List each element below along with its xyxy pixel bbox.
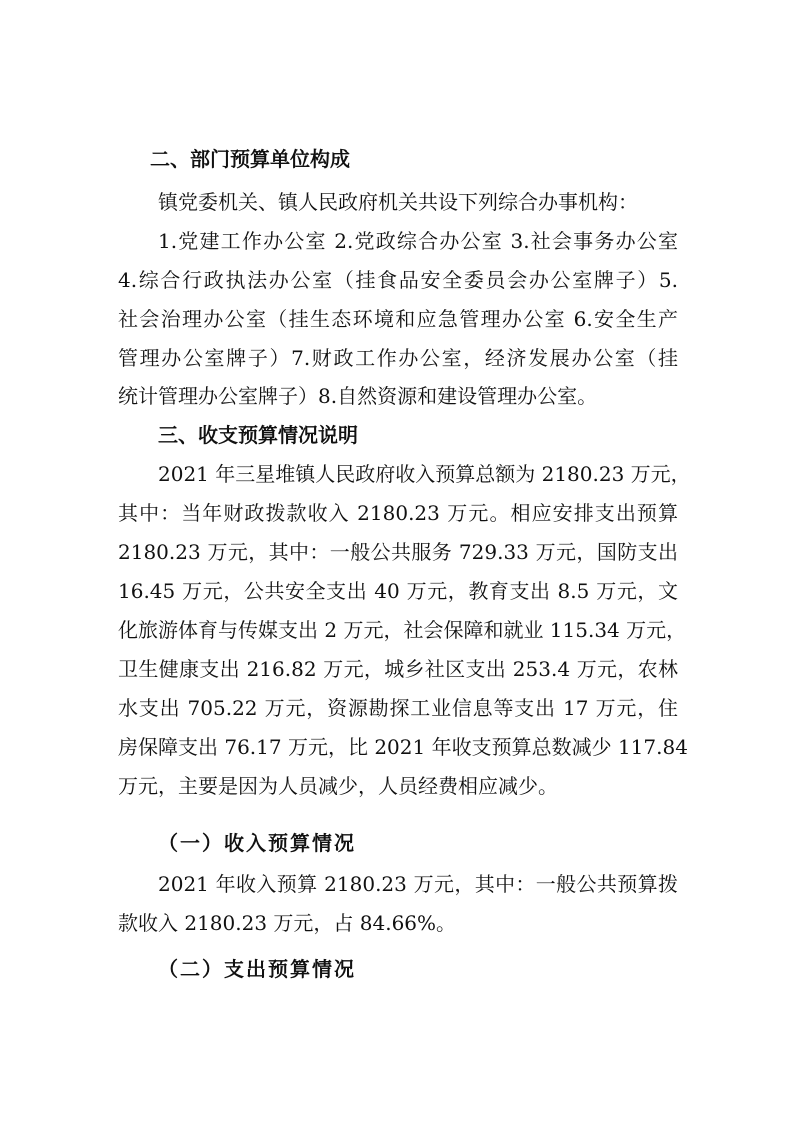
paragraph-line: 房保障支出 76.17 万元，比 2021 年收支预算总数减少 117.84 bbox=[118, 735, 688, 759]
subsection-heading: （一）收入预算情况 bbox=[158, 831, 356, 855]
subsection-heading: （二）支出预算情况 bbox=[158, 957, 356, 981]
paragraph-line: 社会治理办公室（挂生态环境和应急管理办公室 6.安全生产 bbox=[118, 307, 678, 331]
paragraph-line: 水支出 705.22 万元，资源勘探工业信息等支出 17 万元，住 bbox=[118, 696, 678, 720]
paragraph-line: 化旅游体育与传媒支出 2 万元，社会保障和就业 115.34 万元， bbox=[118, 618, 687, 642]
paragraph-line: 2180.23 万元，其中：一般公共服务 729.33 万元，国防支出 bbox=[118, 540, 678, 564]
section-heading: 三、收支预算情况说明 bbox=[158, 423, 358, 447]
paragraph-line: 统计管理办公室牌子）8.自然资源和建设管理办公室。 bbox=[118, 384, 598, 408]
paragraph-line: 16.45 万元，公共安全支出 40 万元，教育支出 8.5 万元，文 bbox=[118, 579, 678, 603]
paragraph-line: 款收入 2180.23 万元，占 84.66%。 bbox=[118, 911, 457, 935]
paragraph-line: 1.党建工作办公室 2.党政综合办公室 3.社会事务办公室 bbox=[158, 229, 678, 253]
section-heading: 二、部门预算单位构成 bbox=[150, 147, 350, 171]
paragraph-line: 4.综合行政执法办公室（挂食品安全委员会办公室牌子）5. bbox=[118, 268, 678, 292]
paragraph-line: 2021 年三星堆镇人民政府收入预算总额为 2180.23 万元， bbox=[158, 462, 691, 486]
paragraph-line: 管理办公室牌子）7.财政工作办公室，经济发展办公室（挂 bbox=[118, 346, 678, 370]
paragraph-line: 其中：当年财政拨款收入 2180.23 万元。相应安排支出预算 bbox=[118, 501, 678, 525]
paragraph-line: 卫生健康支出 216.82 万元，城乡社区支出 253.4 万元，农林 bbox=[118, 657, 678, 681]
paragraph-line: 镇党委机关、镇人民政府机关共设下列综合办事机构： bbox=[158, 190, 638, 214]
paragraph-line: 万元，主要是因为人员减少，人员经费相应减少。 bbox=[118, 774, 558, 798]
paragraph-line: 2021 年收入预算 2180.23 万元，其中：一般公共预算拨 bbox=[158, 872, 678, 896]
